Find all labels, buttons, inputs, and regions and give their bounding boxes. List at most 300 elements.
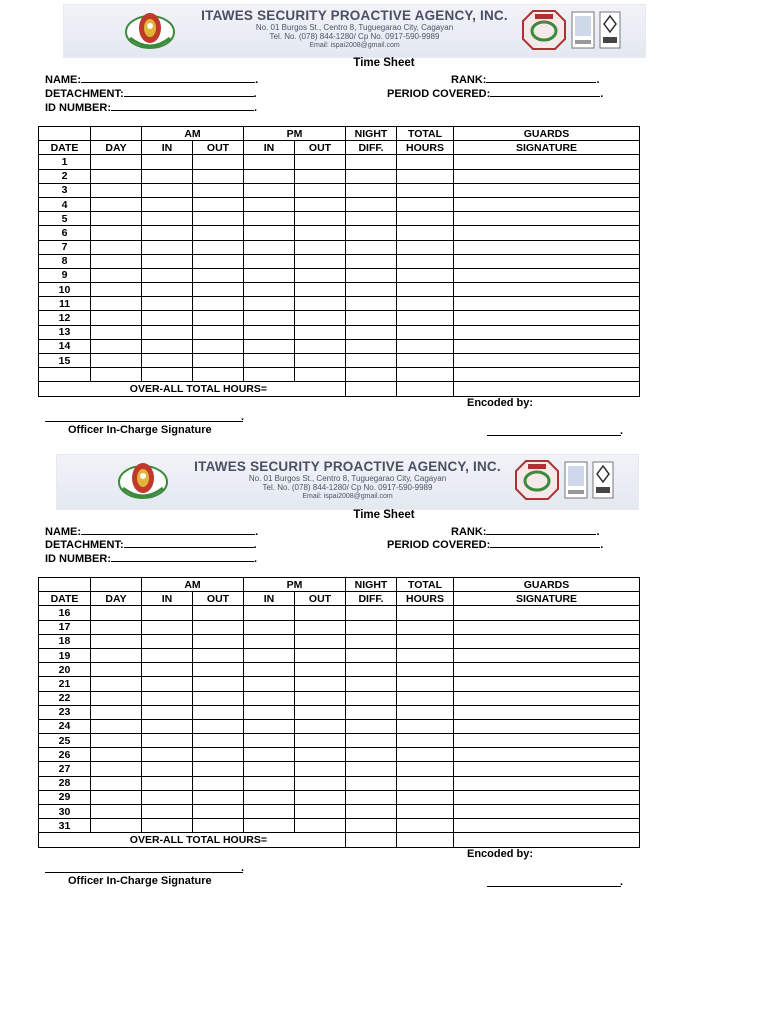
officer-signature-label: Officer In-Charge Signature [68, 875, 212, 887]
night-diff-cell[interactable] [346, 325, 397, 339]
day-cell[interactable] [91, 734, 142, 748]
pm-out-cell[interactable] [295, 748, 346, 762]
pm-in-cell[interactable] [244, 240, 295, 254]
header-am-in: IN [142, 141, 193, 155]
pm-out-cell[interactable] [295, 254, 346, 268]
guard-signature-cell[interactable] [454, 634, 640, 648]
pm-out-cell[interactable] [295, 762, 346, 776]
pm-in-cell[interactable] [244, 606, 295, 620]
day-cell[interactable] [91, 339, 142, 353]
day-cell[interactable] [91, 311, 142, 325]
pm-in-cell[interactable] [244, 226, 295, 240]
total-hours-cell[interactable] [397, 240, 454, 254]
pm-out-cell[interactable] [295, 790, 346, 804]
am-out-cell[interactable] [193, 283, 244, 297]
am-out-cell[interactable] [193, 620, 244, 634]
guard-signature-cell[interactable] [454, 677, 640, 691]
header-total: TOTAL [397, 578, 454, 592]
id-number-input-line[interactable] [111, 551, 254, 562]
overall-signature-cell[interactable] [454, 833, 640, 847]
am-out-cell[interactable] [193, 790, 244, 804]
am-out-cell[interactable] [193, 762, 244, 776]
total-hours-cell[interactable] [397, 734, 454, 748]
night-diff-cell[interactable] [346, 705, 397, 719]
header-blank-date [39, 127, 91, 141]
am-out-cell[interactable] [193, 169, 244, 183]
am-in-cell[interactable] [142, 748, 193, 762]
pm-in-cell[interactable] [244, 297, 295, 311]
guard-signature-cell[interactable] [454, 169, 640, 183]
am-in-cell[interactable] [142, 368, 193, 382]
pm-out-cell[interactable] [295, 734, 346, 748]
am-in-cell[interactable] [142, 283, 193, 297]
am-in-cell[interactable] [142, 776, 193, 790]
total-hours-cell[interactable] [397, 268, 454, 282]
am-in-cell[interactable] [142, 311, 193, 325]
pm-out-cell[interactable] [295, 368, 346, 382]
pm-out-cell[interactable] [295, 212, 346, 226]
am-out-cell[interactable] [193, 197, 244, 211]
day-cell[interactable] [91, 805, 142, 819]
day-cell[interactable] [91, 719, 142, 733]
night-diff-cell[interactable] [346, 663, 397, 677]
guard-signature-cell[interactable] [454, 776, 640, 790]
am-out-cell[interactable] [193, 155, 244, 169]
am-out-cell[interactable] [193, 354, 244, 368]
total-hours-cell[interactable] [397, 283, 454, 297]
total-hours-cell[interactable] [397, 705, 454, 719]
night-diff-cell[interactable] [346, 648, 397, 662]
pm-in-cell[interactable] [244, 748, 295, 762]
day-cell[interactable] [91, 776, 142, 790]
pm-in-cell[interactable] [244, 790, 295, 804]
day-cell[interactable] [91, 620, 142, 634]
pm-out-cell[interactable] [295, 620, 346, 634]
am-out-cell[interactable] [193, 719, 244, 733]
total-hours-cell[interactable] [397, 677, 454, 691]
am-out-cell[interactable] [193, 705, 244, 719]
name-label: NAME: [45, 74, 82, 86]
night-diff-cell[interactable] [346, 734, 397, 748]
night-diff-cell[interactable] [346, 354, 397, 368]
am-in-cell[interactable] [142, 620, 193, 634]
am-out-cell[interactable] [193, 691, 244, 705]
pm-out-cell[interactable] [295, 719, 346, 733]
day-cell[interactable] [91, 283, 142, 297]
pm-out-cell[interactable] [295, 691, 346, 705]
total-hours-cell[interactable] [397, 311, 454, 325]
am-out-cell[interactable] [193, 339, 244, 353]
day-cell[interactable] [91, 169, 142, 183]
day-cell[interactable] [91, 354, 142, 368]
name-dot: . [255, 74, 259, 86]
pm-in-cell[interactable] [244, 212, 295, 226]
am-in-cell[interactable] [142, 197, 193, 211]
pm-out-cell[interactable] [295, 705, 346, 719]
name-input-line[interactable] [81, 72, 255, 83]
night-diff-cell[interactable] [346, 197, 397, 211]
am-out-cell[interactable] [193, 311, 244, 325]
overall-night-diff-cell[interactable] [346, 382, 397, 396]
night-diff-cell[interactable] [346, 634, 397, 648]
night-diff-cell[interactable] [346, 169, 397, 183]
total-hours-cell[interactable] [397, 354, 454, 368]
officer-signature-line[interactable] [45, 421, 243, 422]
guard-signature-cell[interactable] [454, 790, 640, 804]
total-hours-cell[interactable] [397, 325, 454, 339]
night-diff-cell[interactable] [346, 297, 397, 311]
am-out-cell[interactable] [193, 368, 244, 382]
pm-in-cell[interactable] [244, 354, 295, 368]
am-out-cell[interactable] [193, 734, 244, 748]
day-cell[interactable] [91, 819, 142, 833]
am-in-cell[interactable] [142, 268, 193, 282]
pm-out-cell[interactable] [295, 819, 346, 833]
day-cell[interactable] [91, 691, 142, 705]
pm-out-cell[interactable] [295, 634, 346, 648]
id-number-field [45, 551, 257, 565]
am-out-cell[interactable] [193, 226, 244, 240]
guard-signature-cell[interactable] [454, 368, 640, 382]
guard-signature-cell[interactable] [454, 606, 640, 620]
total-hours-cell[interactable] [397, 805, 454, 819]
guard-signature-cell[interactable] [454, 226, 640, 240]
pm-out-cell[interactable] [295, 183, 346, 197]
guard-signature-cell[interactable] [454, 240, 640, 254]
am-in-cell[interactable] [142, 606, 193, 620]
am-in-cell[interactable] [142, 240, 193, 254]
date-cell: 17 [39, 620, 91, 634]
pm-out-cell[interactable] [295, 805, 346, 819]
header-night: NIGHT [346, 127, 397, 141]
pm-in-cell[interactable] [244, 183, 295, 197]
total-hours-cell[interactable] [397, 620, 454, 634]
pm-out-cell[interactable] [295, 648, 346, 662]
day-cell[interactable] [91, 325, 142, 339]
total-hours-cell[interactable] [397, 254, 454, 268]
total-hours-cell[interactable] [397, 297, 454, 311]
day-cell[interactable] [91, 648, 142, 662]
pm-in-cell[interactable] [244, 734, 295, 748]
pm-out-cell[interactable] [295, 325, 346, 339]
pm-out-cell[interactable] [295, 226, 346, 240]
guard-signature-cell[interactable] [454, 339, 640, 353]
pm-in-cell[interactable] [244, 776, 295, 790]
overall-total-hours-cell[interactable] [397, 833, 454, 847]
pm-out-cell[interactable] [295, 311, 346, 325]
day-cell[interactable] [91, 705, 142, 719]
night-diff-cell[interactable] [346, 254, 397, 268]
pm-in-cell[interactable] [244, 648, 295, 662]
encoder-signature-dot: . [620, 876, 624, 888]
pm-in-cell[interactable] [244, 155, 295, 169]
header-pm-out: OUT [295, 592, 346, 606]
pm-in-cell[interactable] [244, 169, 295, 183]
guard-signature-cell[interactable] [454, 268, 640, 282]
day-cell[interactable] [91, 183, 142, 197]
day-cell[interactable] [91, 790, 142, 804]
pm-out-cell[interactable] [295, 776, 346, 790]
night-diff-cell[interactable] [346, 620, 397, 634]
day-cell[interactable] [91, 634, 142, 648]
am-in-cell[interactable] [142, 790, 193, 804]
am-in-cell[interactable] [142, 354, 193, 368]
pm-out-cell[interactable] [295, 197, 346, 211]
officer-signature-dot: . [241, 411, 245, 423]
am-in-cell[interactable] [142, 339, 193, 353]
am-in-cell[interactable] [142, 155, 193, 169]
pm-in-cell[interactable] [244, 311, 295, 325]
pm-in-cell[interactable] [244, 663, 295, 677]
am-out-cell[interactable] [193, 677, 244, 691]
overall-total-label: OVER-ALL TOTAL HOURS= [39, 833, 346, 847]
pm-in-cell[interactable] [244, 325, 295, 339]
am-out-cell[interactable] [193, 748, 244, 762]
pm-out-cell[interactable] [295, 663, 346, 677]
total-hours-cell[interactable] [397, 648, 454, 662]
day-cell[interactable] [91, 762, 142, 776]
am-out-cell[interactable] [193, 648, 244, 662]
night-diff-cell[interactable] [346, 311, 397, 325]
night-diff-cell[interactable] [346, 226, 397, 240]
pm-in-cell[interactable] [244, 762, 295, 776]
total-hours-cell[interactable] [397, 339, 454, 353]
total-hours-cell[interactable] [397, 606, 454, 620]
guard-signature-cell[interactable] [454, 197, 640, 211]
total-hours-cell[interactable] [397, 368, 454, 382]
night-diff-cell[interactable] [346, 339, 397, 353]
guard-signature-cell[interactable] [454, 648, 640, 662]
night-diff-cell[interactable] [346, 283, 397, 297]
day-cell[interactable] [91, 212, 142, 226]
am-out-cell[interactable] [193, 297, 244, 311]
am-in-cell[interactable] [142, 325, 193, 339]
am-in-cell[interactable] [142, 762, 193, 776]
am-out-cell[interactable] [193, 805, 244, 819]
pm-out-cell[interactable] [295, 283, 346, 297]
pm-in-cell[interactable] [244, 677, 295, 691]
am-in-cell[interactable] [142, 705, 193, 719]
night-diff-cell[interactable] [346, 819, 397, 833]
guard-signature-cell[interactable] [454, 734, 640, 748]
header-pm-out: OUT [295, 141, 346, 155]
day-cell[interactable] [91, 677, 142, 691]
pm-in-cell[interactable] [244, 634, 295, 648]
am-in-cell[interactable] [142, 734, 193, 748]
guard-signature-cell[interactable] [454, 325, 640, 339]
id-number-input-line[interactable] [111, 100, 254, 111]
pm-out-cell[interactable] [295, 339, 346, 353]
day-cell[interactable] [91, 368, 142, 382]
detachment-input-line[interactable] [124, 537, 254, 548]
pm-out-cell[interactable] [295, 354, 346, 368]
guard-signature-cell[interactable] [454, 183, 640, 197]
date-cell: 2 [39, 169, 91, 183]
pm-out-cell[interactable] [295, 268, 346, 282]
date-cell: 14 [39, 339, 91, 353]
header-row-2 [39, 592, 640, 606]
night-diff-cell[interactable] [346, 691, 397, 705]
pm-out-cell[interactable] [295, 297, 346, 311]
encoder-signature-line[interactable] [487, 886, 621, 887]
pm-in-cell[interactable] [244, 819, 295, 833]
pm-out-cell[interactable] [295, 677, 346, 691]
night-diff-cell[interactable] [346, 240, 397, 254]
guard-signature-cell[interactable] [454, 297, 640, 311]
night-diff-cell[interactable] [346, 805, 397, 819]
guard-signature-cell[interactable] [454, 719, 640, 733]
am-in-cell[interactable] [142, 212, 193, 226]
am-in-cell[interactable] [142, 691, 193, 705]
am-out-cell[interactable] [193, 663, 244, 677]
guard-signature-cell[interactable] [454, 311, 640, 325]
day-cell[interactable] [91, 297, 142, 311]
am-in-cell[interactable] [142, 226, 193, 240]
night-diff-cell[interactable] [346, 212, 397, 226]
total-hours-cell[interactable] [397, 169, 454, 183]
officer-signature-line[interactable] [45, 872, 243, 873]
am-in-cell[interactable] [142, 297, 193, 311]
am-out-cell[interactable] [193, 634, 244, 648]
overall-night-diff-cell[interactable] [346, 833, 397, 847]
pm-out-cell[interactable] [295, 606, 346, 620]
am-in-cell[interactable] [142, 819, 193, 833]
pm-in-cell[interactable] [244, 254, 295, 268]
guard-signature-cell[interactable] [454, 819, 640, 833]
night-diff-cell[interactable] [346, 677, 397, 691]
am-in-cell[interactable] [142, 719, 193, 733]
rank-input-line[interactable] [486, 72, 596, 83]
night-diff-cell[interactable] [346, 368, 397, 382]
pm-in-cell[interactable] [244, 719, 295, 733]
total-hours-cell[interactable] [397, 212, 454, 226]
period-label: PERIOD COVERED: [387, 539, 491, 551]
day-cell[interactable] [91, 268, 142, 282]
am-in-cell[interactable] [142, 648, 193, 662]
overall-total-hours-cell[interactable] [397, 382, 454, 396]
night-diff-cell[interactable] [346, 748, 397, 762]
guard-signature-cell[interactable] [454, 354, 640, 368]
guard-signature-cell[interactable] [454, 254, 640, 268]
day-cell[interactable] [91, 606, 142, 620]
night-diff-cell[interactable] [346, 606, 397, 620]
total-hours-cell[interactable] [397, 790, 454, 804]
name-input-line[interactable] [81, 524, 255, 535]
total-hours-cell[interactable] [397, 663, 454, 677]
am-in-cell[interactable] [142, 254, 193, 268]
am-out-cell[interactable] [193, 776, 244, 790]
overall-signature-cell[interactable] [454, 382, 640, 396]
pm-out-cell[interactable] [295, 240, 346, 254]
guard-signature-cell[interactable] [454, 663, 640, 677]
guard-signature-cell[interactable] [454, 748, 640, 762]
total-hours-cell[interactable] [397, 819, 454, 833]
pm-in-cell[interactable] [244, 368, 295, 382]
guard-signature-cell[interactable] [454, 283, 640, 297]
guard-signature-cell[interactable] [454, 805, 640, 819]
am-in-cell[interactable] [142, 634, 193, 648]
pm-in-cell[interactable] [244, 805, 295, 819]
pm-in-cell[interactable] [244, 620, 295, 634]
header-date: DATE [39, 592, 91, 606]
total-hours-cell[interactable] [397, 634, 454, 648]
detachment-input-line[interactable] [124, 86, 254, 97]
rank-input-line[interactable] [486, 524, 596, 535]
pm-in-cell[interactable] [244, 705, 295, 719]
am-in-cell[interactable] [142, 663, 193, 677]
encoder-signature-line[interactable] [487, 435, 621, 436]
total-hours-cell[interactable] [397, 776, 454, 790]
am-out-cell[interactable] [193, 819, 244, 833]
date-cell [39, 368, 91, 382]
pm-in-cell[interactable] [244, 339, 295, 353]
night-diff-cell[interactable] [346, 776, 397, 790]
day-cell[interactable] [91, 254, 142, 268]
am-out-cell[interactable] [193, 254, 244, 268]
total-hours-cell[interactable] [397, 226, 454, 240]
total-hours-cell[interactable] [397, 719, 454, 733]
date-cell: 18 [39, 634, 91, 648]
am-in-cell[interactable] [142, 169, 193, 183]
total-hours-cell[interactable] [397, 155, 454, 169]
am-out-cell[interactable] [193, 268, 244, 282]
day-cell[interactable] [91, 663, 142, 677]
day-cell[interactable] [91, 226, 142, 240]
am-out-cell[interactable] [193, 606, 244, 620]
pm-out-cell[interactable] [295, 155, 346, 169]
night-diff-cell[interactable] [346, 155, 397, 169]
am-out-cell[interactable] [193, 325, 244, 339]
guard-signature-cell[interactable] [454, 155, 640, 169]
am-out-cell[interactable] [193, 240, 244, 254]
period-input-line[interactable] [490, 86, 600, 97]
day-cell[interactable] [91, 748, 142, 762]
am-out-cell[interactable] [193, 212, 244, 226]
am-in-cell[interactable] [142, 677, 193, 691]
day-cell[interactable] [91, 197, 142, 211]
date-cell: 26 [39, 748, 91, 762]
night-diff-cell[interactable] [346, 719, 397, 733]
day-cell[interactable] [91, 155, 142, 169]
night-diff-cell[interactable] [346, 183, 397, 197]
am-in-cell[interactable] [142, 805, 193, 819]
night-diff-cell[interactable] [346, 790, 397, 804]
total-hours-cell[interactable] [397, 748, 454, 762]
pm-in-cell[interactable] [244, 283, 295, 297]
night-diff-cell[interactable] [346, 268, 397, 282]
day-cell[interactable] [91, 240, 142, 254]
date-cell: 6 [39, 226, 91, 240]
am-out-cell[interactable] [193, 183, 244, 197]
encoder-signature-dot: . [620, 425, 624, 437]
pm-in-cell[interactable] [244, 197, 295, 211]
guard-signature-cell[interactable] [454, 620, 640, 634]
total-hours-cell[interactable] [397, 183, 454, 197]
period-input-line[interactable] [490, 537, 600, 548]
pm-in-cell[interactable] [244, 691, 295, 705]
total-hours-cell[interactable] [397, 197, 454, 211]
total-hours-cell[interactable] [397, 691, 454, 705]
pm-in-cell[interactable] [244, 268, 295, 282]
am-in-cell[interactable] [142, 183, 193, 197]
guard-signature-cell[interactable] [454, 691, 640, 705]
guard-signature-cell[interactable] [454, 762, 640, 776]
guard-signature-cell[interactable] [454, 705, 640, 719]
night-diff-cell[interactable] [346, 762, 397, 776]
total-hours-cell[interactable] [397, 762, 454, 776]
guard-signature-cell[interactable] [454, 212, 640, 226]
pm-out-cell[interactable] [295, 169, 346, 183]
